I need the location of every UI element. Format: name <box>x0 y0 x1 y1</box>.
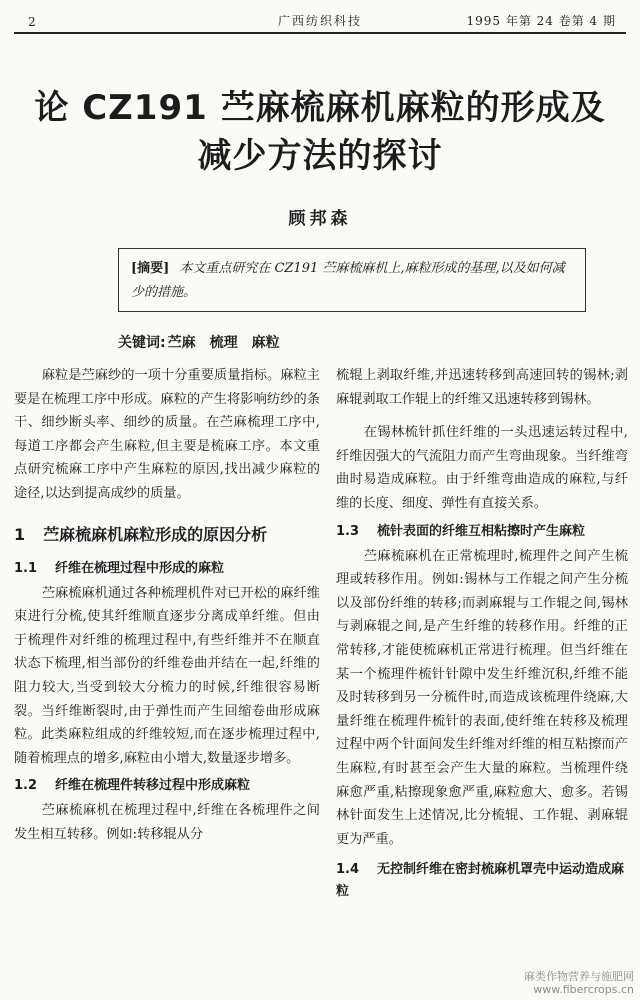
watermark-line-1: 麻类作物营养与施肥网 <box>524 970 634 983</box>
intro-paragraph: 麻粒是苎麻纱的一项十分重要质量指标。麻粒主要是在梳理工序中形成。麻粒的产生将影响纺纱的条干、细纱断头率、细纱的质量。在苎麻梳理工序中,每道工序都会产生麻粒,但主要是梳麻工序。本文重点研究梳麻工序中产生麻粒的原因,找出减少麻粒的途径,以达到提高成纱的质量。 <box>14 368 320 501</box>
section-heading <box>14 522 320 548</box>
body-paragraph: 梳辊上剥取纤维,并迅速转移到高速回转的锡林;剥麻辊剥取工作辊上的纤维又迅速转移到锡林。 <box>336 368 628 407</box>
running-header <box>14 6 626 34</box>
subsection-title: 纤维在梳理件转移过程中形成麻粒 <box>55 778 251 794</box>
section-number: 1 <box>14 524 26 544</box>
keyword: 麻粒 <box>251 335 280 351</box>
watermark <box>524 970 634 996</box>
body-paragraph: 苎麻梳麻机在梳理过程中,纤维在各梳理件之间发生相互转移。例如:转移辊从分 <box>14 803 320 842</box>
subsection-heading <box>14 775 320 797</box>
abstract-text: 本文重点研究在 CZ191 苎麻梳麻机上,麻粒形成的基理,以及如何减少的措施。 <box>131 261 565 300</box>
title-line-2: 减少方法的探讨 <box>197 136 443 176</box>
subsection-number: 1.2 <box>14 778 38 794</box>
page-number: 2 <box>28 15 36 29</box>
subsection-number: 1.4 <box>336 862 360 878</box>
subsection-title: 梳针表面的纤维互相粘擦时产生麻粒 <box>377 523 586 539</box>
body-paragraph: 在锡林梳针抓住纤维的一头迅速运转过程中,纤维因强大的气流阻力而产生弯曲现象。当纤维弯曲时易造成麻粒。由于纤维弯曲造成的麻粒,与纤维的长度、细度、弹性有直接关系。 <box>336 425 628 511</box>
body-paragraph: 苎麻梳麻机在正常梳理时,梳理件之间产生梳理或转移作用。例如:锡林与工作辊之间产生分梳以及部份纤维的转移;而剥麻辊与工作辊之间,锡林与剥麻辊之间,是产生纤维的转移作用。纤维的正常转移,才能使梳麻机正常进行梳理。但当纤维在某一个梳理件梳针针隙中发生纤维沉积,纤维不能及时转移到另一分梳件时,而造成该梳理件绕麻,大量纤维在梳理件梳针的表面,使纤维在转移及梳理过程中两个针面间发生纤维对纤维的相互粘擦而产生麻粒,有时甚至会产生大量的麻粒。当梳理件绕麻愈严重,粘擦现象愈严重,麻粒愈大、愈多。若锡林针面发生上述情况,比分梳辊、工作辊、剥麻辊更为严重。 <box>336 548 628 847</box>
subsection-heading <box>336 859 628 903</box>
keyword: 梳理 <box>209 335 238 351</box>
right-column <box>336 364 628 905</box>
subsection-title: 无控制纤维在密封梳麻机罩壳中运动造成麻粒 <box>336 862 625 900</box>
keyword: 苎麻 <box>167 335 196 351</box>
watermark-line-2: www.fibercrops.cn <box>533 983 634 996</box>
left-column <box>14 364 320 847</box>
author-name: 顾邦森 <box>288 209 352 229</box>
subsection-heading <box>336 521 628 543</box>
section-title: 苎麻梳麻机麻粒形成的原因分析 <box>43 524 268 544</box>
journal-name: 广西纺织科技 <box>277 14 362 28</box>
paper-title <box>0 84 640 180</box>
subsection-number: 1.3 <box>336 523 360 539</box>
abstract-label: [摘要] <box>131 261 170 276</box>
subsection-number: 1.1 <box>14 560 38 576</box>
keywords <box>118 332 294 352</box>
title-line-1: 论 CZ191 苎麻梳麻机麻粒的形成及 <box>34 88 606 128</box>
abstract-box <box>118 248 586 312</box>
issue-info: 1995 年第 24 卷第 4 期 <box>466 14 616 28</box>
keywords-label: 关键词: <box>118 335 166 351</box>
subsection-heading <box>14 558 320 580</box>
subsection-title: 纤维在梳理过程中形成的麻粒 <box>55 560 225 576</box>
body-paragraph: 苎麻梳麻机通过各种梳理机件对已开松的麻纤维束进行分梳,使其纤维顺直逐步分离成单纤维。但由于梳理件对纤维的梳理过程中,有些纤维并不在顺直状态下梳理,相当部份的纤维卷曲并结在一起,纤维的阻力较大,当受到较大分梳力的时候,纤维很容易断裂。当纤维断裂时,由于弹性而产生回缩卷曲形成麻粒。此类麻粒组成的纤维较短,而在逐步梳理过程中,随着梳理点的增多,麻粒由小增大,数量逐步增多。 <box>14 585 320 766</box>
